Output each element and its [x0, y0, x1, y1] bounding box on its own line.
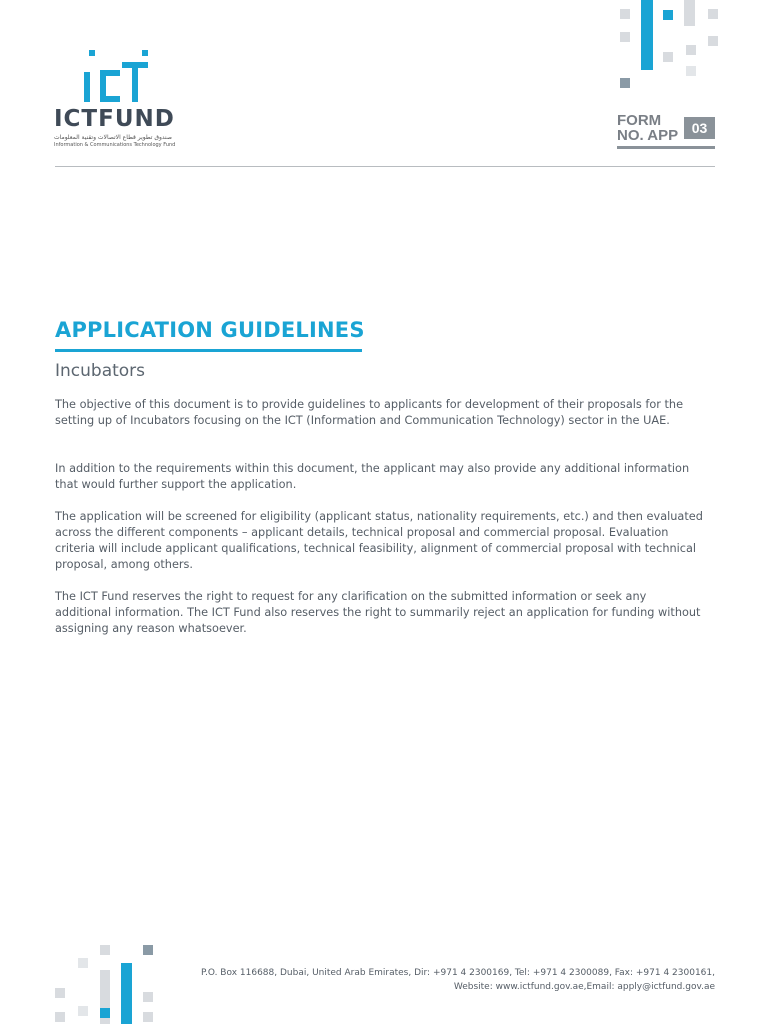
title-underline	[55, 349, 362, 352]
form-label-line1: FORM	[617, 112, 662, 129]
ict-fund-logo	[52, 48, 176, 148]
logo-wordmark: ICTFUND	[54, 106, 175, 132]
form-label-line2: NO. APP	[617, 127, 679, 144]
paragraph-additional-info: In addition to the requirements within this document, the applicant may also provide any additional information that would further support the application.	[55, 462, 690, 491]
page-title: APPLICATION GUIDELINES	[55, 318, 365, 342]
header-divider	[55, 166, 715, 167]
logo-mark-icon	[52, 48, 162, 108]
form-number-label	[617, 113, 687, 143]
page-subtitle: Incubators	[55, 361, 146, 381]
logo-english-subtitle: Information & Communications Technology Fund	[54, 142, 176, 148]
form-number-underline	[617, 146, 715, 149]
footer-contact	[155, 966, 715, 994]
paragraph-screening: The application will be screened for eligibility (applicant status, nationality requirements, etc.) and then evaluated across the different components – applicant details, technical proposal and commercial proposal. Evaluation criteria will include applicant qualifications, technical feasibility, alignment of commercial proposal with technical proposal, among others.	[55, 510, 703, 571]
footer-web-line: Website: www.ictfund.gov.ae,Email: apply@ictfund.gov.ae	[453, 982, 715, 992]
logo-arabic-subtitle: صندوق تطوير قطاع الاتصالات وتقنية المعلومات	[54, 134, 172, 141]
footer-address-line: P.O. Box 116688, Dubai, United Arab Emirates, Dir: +971 4 2300169, Tel: +971 4 2300089, Fax: +971 4 2300161,	[200, 968, 715, 978]
form-number-badge: 03	[684, 117, 715, 139]
paragraph-reservation: The ICT Fund reserves the right to request for any clarification on the submitted information or seek any additional information. The ICT Fund also reserves the right to summarily reject an application for funding without assigning any reason whatsoever.	[55, 590, 701, 635]
paragraph-objective: The objective of this document is to provide guidelines to applicants for development of their proposals for the setting up of Incubators focusing on the ICT (Information and Communication Technology) sector in the UAE.	[55, 398, 684, 427]
